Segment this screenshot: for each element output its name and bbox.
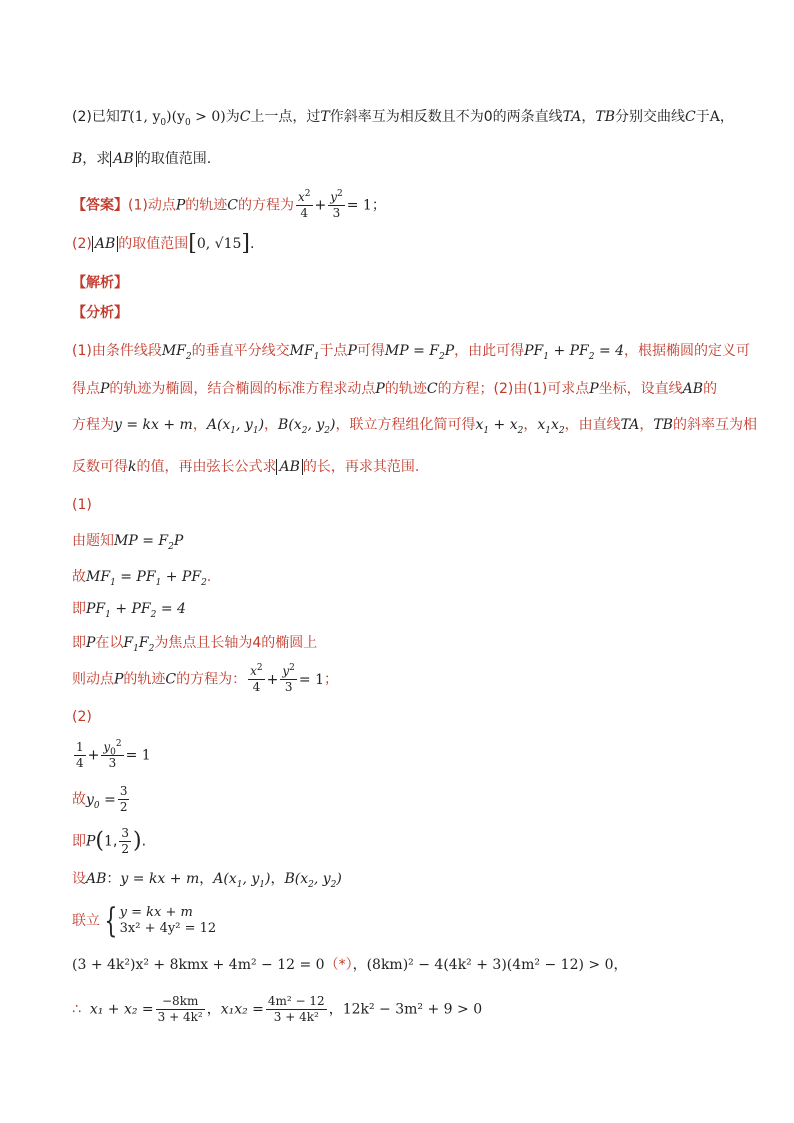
t: 的方程；(2)由(1)可求点 (437, 381, 590, 397)
therefore-symbol: ∴ (72, 1001, 81, 1018)
t: ； (371, 197, 386, 214)
math-k: k (128, 459, 137, 475)
t: 的值，再由弦长公式求 (136, 459, 277, 475)
math-P: P (100, 381, 110, 397)
t: ， (719, 109, 734, 125)
t: 3 (121, 826, 130, 840)
math-inequality: 12k² − 3m² + 9 > 0 (342, 1001, 483, 1018)
t: 3 (108, 756, 117, 770)
t: 作斜率互为相反数且不为 (329, 109, 484, 125)
math-C: C (685, 109, 696, 125)
fraction-y0sq-3: $\frac{y_0^2}{3}$ (103, 739, 122, 770)
interval: [0, √15] (188, 231, 250, 256)
t: ， (581, 109, 596, 125)
t: ， (523, 417, 538, 433)
math-TB: TB (595, 109, 615, 125)
t: 4 (76, 756, 84, 770)
solution2-line3: 即P(1, $\frac{3}{2}$ ). (72, 826, 147, 856)
problem2-line1 (72, 106, 734, 128)
fraction-y2-3: $\frac{y^2}{3}$ (330, 189, 343, 220)
math-discriminant: (8km)² − 4(4k² + 3)(4m² − 12) > 0 (366, 957, 614, 973)
t: ； (324, 671, 338, 688)
math-TB: TB (653, 417, 673, 433)
t: 即 (72, 833, 86, 850)
t: 可得 (356, 343, 385, 359)
t: 的轨迹 (123, 671, 166, 688)
t: 3 (332, 206, 341, 220)
t: 0 (160, 117, 167, 128)
t: 的两条直线 (492, 109, 563, 125)
t: ，求 (82, 151, 111, 167)
t: MP = F (384, 343, 439, 359)
fraction-sum (156, 994, 205, 1025)
t: 的 (703, 381, 718, 397)
t: 3 + 4k² (273, 1010, 319, 1024)
t: (1, y (129, 109, 161, 125)
fraction-y2-3: $\frac{y^2}{3}$ (282, 663, 295, 694)
t: x₁x₂ = (220, 1001, 264, 1018)
t: 1 (76, 740, 84, 754)
t: ， (613, 957, 628, 973)
solution2-line6 (72, 954, 628, 976)
math-quadratic: (3 + 4k²)x² + 8kmx + 4m² − 12 = 0 (72, 957, 325, 973)
t: 4m² − 12 (267, 994, 325, 1008)
t: (y (171, 109, 185, 125)
t: 反数可得 (72, 459, 128, 475)
t: = 1 (298, 671, 324, 688)
fraction-3-2: $\frac{3}{2}$ (119, 784, 128, 814)
fraction-x2-4: $\frac{x^2}{4}$ (297, 189, 311, 220)
t: 的长，再求其范围. (302, 459, 420, 475)
solution2-line1: $\frac{1}{4}$ + $\frac{y_0^2}{3}$ = 1 (76, 739, 151, 770)
answer-line2: (2) AB 的取值范围[0, √15]. (72, 231, 255, 256)
math-C: C (227, 197, 238, 214)
t: 故 (72, 569, 86, 585)
math-P: P (375, 381, 385, 397)
math-abs-AB: AB (110, 151, 136, 167)
t: 3 + 4k² (157, 1010, 203, 1024)
t: ，联立方程组化简可得 (335, 417, 476, 433)
t: ， (270, 871, 285, 887)
math-B-pt: $B(x_2$, $y_2$) (284, 871, 342, 890)
t: y = kx + m (119, 905, 193, 920)
math-MF2: $MF_2$ (161, 343, 192, 362)
math-line-eq: y = kx + m (114, 417, 193, 433)
t: MF (289, 343, 314, 359)
t: 联立 (72, 913, 100, 929)
left-brace: { (104, 901, 118, 941)
t: 4 (300, 206, 309, 220)
t: ， (639, 417, 654, 433)
math-C: C (165, 671, 177, 688)
solution1-line3 (72, 598, 186, 620)
t: 方程为 (72, 417, 114, 433)
math-C: C (426, 381, 438, 397)
t: MF (161, 343, 186, 359)
math-B: B (72, 151, 83, 167)
math-P: P (175, 197, 186, 214)
math-C: C (239, 109, 251, 125)
math-AB: AB (86, 871, 107, 887)
math-y0: $y_0$ = (86, 791, 116, 811)
math-F1F2: $F_1F_2$ (123, 635, 155, 654)
t: 的轨迹 (185, 197, 228, 214)
t: ，由直线 (564, 417, 621, 433)
t: (2) (72, 236, 92, 252)
t: 的方程为 (237, 197, 294, 214)
t: y (282, 664, 290, 678)
t: 为焦点且长轴为 (154, 635, 253, 651)
t: 上一点，过 (250, 109, 321, 125)
jiexi-tag: 【解析】 (72, 275, 128, 291)
fraction-prod (266, 994, 327, 1025)
t: 的取值范围 (118, 236, 189, 252)
t: 的方程为： (176, 671, 247, 688)
math-P: P (589, 381, 599, 397)
solution2-line5 (72, 901, 217, 941)
solution1-tag: (1) (72, 497, 92, 513)
t: 由题知 (72, 533, 114, 549)
t: 得点 (72, 381, 100, 397)
t: y (330, 190, 338, 204)
t: 3 (284, 680, 293, 694)
math-P: P (114, 671, 124, 688)
math-T-args (129, 109, 226, 128)
math-A-pt: $A(x_1$, $y_1$) (213, 871, 271, 890)
math-P: P (86, 635, 96, 651)
math-sum: $x_1 + x_2$ (475, 417, 524, 436)
math-prod: $x_1x_2$ (537, 417, 565, 436)
t: 为 (225, 109, 240, 125)
fenxi-tag: 【分析】 (72, 305, 128, 321)
t: （*） (324, 957, 353, 973)
solution1-line1 (72, 530, 183, 552)
math-MP-eq: MP = $F_2P$ (384, 343, 455, 362)
t: 4 (252, 635, 262, 651)
t: 即 (72, 601, 86, 617)
t: ， (328, 1001, 343, 1018)
fraction-x2-4: $\frac{x^2}{4}$ (250, 663, 263, 694)
t: 于 (695, 109, 710, 125)
math-T: T (320, 109, 330, 125)
math-P: P (347, 343, 357, 359)
t: x₁ + x₂ = (89, 1001, 154, 1018)
solution1-line4 (72, 632, 317, 654)
t: ： (106, 871, 121, 887)
t: 设 (72, 871, 86, 887)
t: 在以 (95, 635, 124, 651)
t: 的轨迹为椭圆，结合椭圆的标准方程求动点 (109, 381, 376, 397)
math-T: T (119, 109, 130, 125)
math-P: P (86, 833, 96, 850)
answer-tag: 【答案】 (72, 197, 128, 214)
t: (1)由条件线段 (72, 343, 162, 359)
analysis-line3 (72, 414, 757, 436)
math-TA: TA (562, 109, 582, 125)
solution1-line5 (72, 664, 338, 695)
answer-line1: 【答案】(1)动点P的轨迹C的方程为 $\frac{x^2}{4}$ + $\frac{y^2}{3}$ = 1； (72, 189, 386, 220)
math-MP-eq: MP = $F_2P$ (114, 533, 184, 552)
analysis-line4 (72, 456, 419, 478)
t: 0 (483, 109, 493, 125)
t: ， (352, 957, 367, 973)
math-AB: AB (682, 381, 704, 397)
t: 的轨迹 (384, 381, 427, 397)
t: 故 (72, 791, 86, 808)
ellipse-eq: $\frac{x^2}{4}$ + $\frac{y^2}{3}$ = 1 (250, 663, 324, 694)
t: −8km (156, 994, 205, 1010)
t: 0 (184, 117, 191, 128)
t: ， (206, 1001, 221, 1018)
math-A-pt: $A(x_1$, $y_1$) (206, 417, 265, 436)
t: 3 (119, 784, 128, 798)
equation-system (120, 905, 217, 937)
math-abs-AB: AB (276, 459, 302, 475)
math-MF1-eq: $MF_1 = PF_1 + PF_2$ (86, 569, 207, 588)
t: 分别交曲线 (615, 109, 685, 125)
t: ， (264, 417, 279, 433)
t: 0, √15 (196, 236, 242, 252)
t: 3x² + 4y² = 12 (119, 921, 217, 936)
t: 的取值范围. (136, 151, 212, 167)
solution2-line4 (72, 868, 342, 890)
math-line-eq: y = kx + m (120, 871, 200, 887)
t: 1 (104, 833, 113, 850)
text: (2)已知 (72, 109, 120, 125)
analysis-line2 (72, 378, 717, 400)
t: = 1 (125, 747, 151, 764)
problem2-line2 (72, 148, 211, 170)
analysis-line1 (72, 340, 750, 362)
math-A: A (709, 109, 720, 125)
math-B-pt: $B(x_2$, $y_2$) (278, 417, 336, 436)
solution2-line7 (72, 994, 482, 1025)
t: x (250, 664, 257, 678)
t: PF (524, 343, 544, 359)
t: 于点 (319, 343, 348, 359)
math-PF-sum: $PF_1 + PF_2 = 4$ (86, 601, 186, 620)
fraction-3-2: $\frac{3}{2}$ (121, 826, 130, 856)
t: MP = F (114, 533, 169, 549)
t: 即 (72, 635, 86, 651)
t: (1)动点 (128, 197, 176, 214)
t: > 0) (190, 109, 226, 125)
math-MF1: $MF_1$ (289, 343, 320, 362)
solution2-tag: (2) (72, 709, 92, 725)
t: = 1 (346, 197, 372, 214)
t: 的斜率互为相 (672, 417, 757, 433)
t: ， (192, 417, 207, 433)
t: 坐标，设直线 (598, 381, 683, 397)
t: ，由此可得 (454, 343, 525, 359)
solution2-line2 (72, 784, 131, 815)
t: 的垂直平分线交 (191, 343, 290, 359)
t: ，根据椭圆的定义可 (624, 343, 751, 359)
t: 4 (252, 680, 261, 694)
t: x (297, 190, 305, 204)
t: 的椭圆上 (261, 635, 318, 651)
t: ) (166, 109, 172, 125)
math-PF-sum: $PF_1 + PF_2 = 4$ (524, 343, 625, 362)
fraction-1-4 (74, 740, 86, 771)
math-TA: TA (620, 417, 640, 433)
solution1-line2: 故$MF_1 = PF_1 + PF_2$. (72, 569, 212, 588)
math-abs-AB: AB (92, 236, 118, 252)
t: ， (199, 871, 214, 887)
t: 则动点 (72, 671, 114, 688)
